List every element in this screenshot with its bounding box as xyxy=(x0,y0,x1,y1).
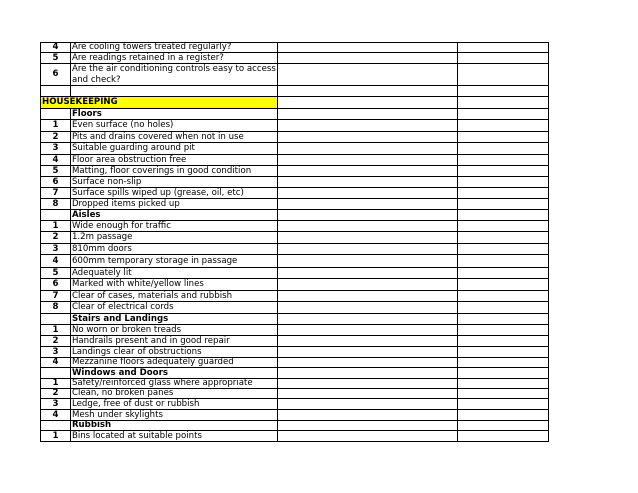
subsection-row xyxy=(40,368,549,379)
table-row xyxy=(40,291,549,302)
item-number: 1 xyxy=(41,431,71,441)
notes-cell[interactable] xyxy=(458,325,549,335)
table-row xyxy=(40,325,549,336)
notes-cell[interactable] xyxy=(458,302,549,313)
table-row xyxy=(40,188,549,199)
item-text: Wide enough for traffic xyxy=(71,221,278,231)
response-cell[interactable] xyxy=(278,389,459,398)
notes-cell[interactable] xyxy=(458,143,549,154)
notes-cell[interactable] xyxy=(458,431,549,441)
response-cell[interactable] xyxy=(278,325,459,335)
response-cell[interactable] xyxy=(278,143,459,154)
response-cell[interactable] xyxy=(278,255,459,267)
table-row xyxy=(40,53,549,64)
item-number: 6 xyxy=(41,279,71,290)
item-text: 1.2m passage xyxy=(71,232,278,243)
item-number: 3 xyxy=(41,399,71,409)
item-number: 5 xyxy=(41,166,71,176)
section-header-row xyxy=(40,97,549,109)
item-number: 1 xyxy=(41,325,71,335)
notes-cell[interactable] xyxy=(458,358,549,367)
response-cell[interactable] xyxy=(278,199,459,209)
table-row xyxy=(40,410,549,421)
notes-cell[interactable] xyxy=(458,347,549,357)
subsection-row xyxy=(40,210,549,221)
response-cell[interactable] xyxy=(278,368,459,378)
subsection-title: Rubbish xyxy=(71,421,278,430)
item-text: Even surface (no holes) xyxy=(71,120,278,131)
item-number: 4 xyxy=(41,155,71,165)
item-number: 7 xyxy=(41,291,71,301)
table-row xyxy=(40,379,549,389)
response-cell[interactable] xyxy=(278,109,459,119)
item-text: Dropped items picked up xyxy=(71,199,278,209)
section-title: HOUSEKEEPING xyxy=(41,97,278,108)
response-cell[interactable] xyxy=(278,232,459,243)
response-cell[interactable] xyxy=(278,210,459,220)
notes-cell[interactable] xyxy=(458,314,549,324)
response-cell[interactable] xyxy=(278,279,459,290)
item-number: 1 xyxy=(41,221,71,231)
item-text: Bins located at suitable points xyxy=(71,431,278,441)
response-cell[interactable] xyxy=(278,53,459,63)
table-row xyxy=(40,336,549,347)
table-row xyxy=(40,244,549,255)
response-cell[interactable] xyxy=(278,379,459,388)
table-row xyxy=(40,221,549,232)
item-text: Surface spills wiped up (grease, oil, etc) xyxy=(71,188,278,198)
table-row xyxy=(40,86,549,97)
table-row xyxy=(40,64,549,86)
response-cell[interactable] xyxy=(278,431,459,441)
response-cell[interactable] xyxy=(278,291,459,301)
response-cell[interactable] xyxy=(278,358,459,367)
notes-cell[interactable] xyxy=(458,379,549,388)
response-cell[interactable] xyxy=(278,155,459,165)
item-text: Clear of cases, materials and rubbish xyxy=(71,291,278,301)
notes-cell[interactable] xyxy=(458,199,549,209)
item-number: 4 xyxy=(41,43,71,52)
response-cell[interactable] xyxy=(278,347,459,357)
subsection-row xyxy=(40,421,549,431)
notes-cell[interactable] xyxy=(458,188,549,198)
table-row xyxy=(40,166,549,177)
notes-cell[interactable] xyxy=(458,410,549,420)
item-text: Are the air conditioning controls easy to access and check? xyxy=(71,64,276,85)
notes-cell[interactable] xyxy=(458,64,549,85)
table-row xyxy=(40,255,549,268)
response-cell[interactable] xyxy=(278,188,459,198)
item-text: Matting, floor coverings in good condition xyxy=(71,166,278,176)
item-text: Adequately lit xyxy=(71,268,278,278)
item-text: Mesh under skylights xyxy=(71,410,278,420)
item-text: Pits and drains covered when not in use xyxy=(71,132,278,142)
item-text: 810mm doors xyxy=(71,244,278,254)
item-number: 2 xyxy=(41,132,71,142)
response-cell[interactable] xyxy=(278,302,459,313)
notes-cell[interactable] xyxy=(458,43,549,52)
subsection-title: Windows and Doors xyxy=(71,368,278,378)
item-number: 8 xyxy=(41,199,71,209)
item-number: 5 xyxy=(41,268,71,278)
item-number xyxy=(41,421,71,430)
response-cell[interactable] xyxy=(278,43,459,52)
table-row xyxy=(40,132,549,143)
subsection-row xyxy=(40,109,549,120)
response-cell[interactable] xyxy=(278,421,459,430)
notes-cell[interactable] xyxy=(458,368,549,378)
item-number: 3 xyxy=(41,347,71,357)
item-number xyxy=(41,86,71,96)
response-cell[interactable] xyxy=(278,132,459,142)
table-row xyxy=(40,232,549,244)
response-cell[interactable] xyxy=(278,268,459,278)
item-text: Safety/reinforced glass where appropriate xyxy=(71,379,278,388)
notes-cell[interactable] xyxy=(458,97,549,108)
response-cell[interactable] xyxy=(278,64,459,85)
table-row xyxy=(40,279,549,291)
notes-cell[interactable] xyxy=(458,221,549,231)
notes-cell[interactable] xyxy=(458,291,549,301)
item-text: Surface non-slip xyxy=(71,177,278,187)
response-cell[interactable] xyxy=(278,221,459,231)
item-text: No worn or broken treads xyxy=(71,325,278,335)
item-number: 8 xyxy=(41,302,71,313)
item-text: Landings clear of obstructions xyxy=(71,347,278,357)
table-row xyxy=(40,347,549,358)
notes-cell[interactable] xyxy=(458,109,549,119)
notes-cell[interactable] xyxy=(458,132,549,142)
notes-cell[interactable] xyxy=(458,336,549,346)
response-cell[interactable] xyxy=(278,177,459,187)
notes-cell[interactable] xyxy=(458,255,549,267)
notes-cell[interactable] xyxy=(458,279,549,290)
item-text: Are cooling towers treated regularly? xyxy=(71,43,278,52)
notes-cell[interactable] xyxy=(458,389,549,398)
table-row xyxy=(40,143,549,155)
item-number: 2 xyxy=(41,389,71,398)
item-text xyxy=(71,86,278,96)
item-number: 6 xyxy=(41,64,71,85)
table-row xyxy=(40,358,549,368)
item-number: 1 xyxy=(41,379,71,388)
table-row xyxy=(40,177,549,188)
item-number: 4 xyxy=(41,255,71,267)
table-row xyxy=(40,155,549,166)
item-number: 3 xyxy=(41,244,71,254)
notes-cell[interactable] xyxy=(458,232,549,243)
subsection-title: Stairs and Landings xyxy=(71,314,278,324)
item-text: Mezzanine floors adequately guarded xyxy=(71,358,278,367)
table-row xyxy=(40,399,549,410)
table-row xyxy=(40,431,549,442)
notes-cell[interactable] xyxy=(458,244,549,254)
table-row xyxy=(40,199,549,210)
item-number xyxy=(41,109,71,119)
table-row xyxy=(40,302,549,314)
item-number xyxy=(41,210,71,220)
notes-cell[interactable] xyxy=(458,120,549,131)
response-cell[interactable] xyxy=(278,97,459,108)
notes-cell[interactable] xyxy=(458,268,549,278)
notes-cell[interactable] xyxy=(458,177,549,187)
notes-cell[interactable] xyxy=(458,155,549,165)
response-cell[interactable] xyxy=(278,244,459,254)
table-row xyxy=(40,42,549,53)
notes-cell[interactable] xyxy=(458,210,549,220)
item-number xyxy=(41,314,71,324)
subsection-row xyxy=(40,314,549,325)
item-number xyxy=(41,368,71,378)
item-number: 4 xyxy=(41,358,71,367)
item-text: Suitable guarding around pit xyxy=(71,143,278,154)
response-cell[interactable] xyxy=(278,86,459,96)
item-text: Ledge, free of dust or rubbish xyxy=(71,399,278,409)
item-number: 4 xyxy=(41,410,71,420)
item-text: Are readings retained in a register? xyxy=(71,53,278,63)
response-cell[interactable] xyxy=(278,314,459,324)
response-cell[interactable] xyxy=(278,336,459,346)
table-row xyxy=(40,120,549,132)
item-text: Clean, no broken panes xyxy=(71,389,278,398)
response-cell[interactable] xyxy=(278,399,459,409)
response-cell[interactable] xyxy=(278,410,459,420)
notes-cell[interactable] xyxy=(458,166,549,176)
item-number: 1 xyxy=(41,120,71,131)
notes-cell[interactable] xyxy=(458,421,549,430)
subsection-title: Aisles xyxy=(71,210,278,220)
item-number: 2 xyxy=(41,336,71,346)
item-number: 7 xyxy=(41,188,71,198)
notes-cell[interactable] xyxy=(458,399,549,409)
checklist-table xyxy=(40,42,549,442)
table-row xyxy=(40,389,549,399)
table-row xyxy=(40,268,549,279)
item-text: 600mm temporary storage in passage xyxy=(71,255,278,267)
item-number: 6 xyxy=(41,177,71,187)
item-text: Handrails present and in good repair xyxy=(71,336,278,346)
item-text: Marked with white/yellow lines xyxy=(71,279,278,290)
response-cell[interactable] xyxy=(278,120,459,131)
item-number: 2 xyxy=(41,232,71,243)
item-text: Clear of electrical cords xyxy=(71,302,278,313)
item-text: Floor area obstruction free xyxy=(71,155,278,165)
item-number: 3 xyxy=(41,143,71,154)
notes-cell[interactable] xyxy=(458,53,549,63)
item-number: 5 xyxy=(41,53,71,63)
subsection-title: Floors xyxy=(71,109,278,119)
response-cell[interactable] xyxy=(278,166,459,176)
notes-cell[interactable] xyxy=(458,86,549,96)
